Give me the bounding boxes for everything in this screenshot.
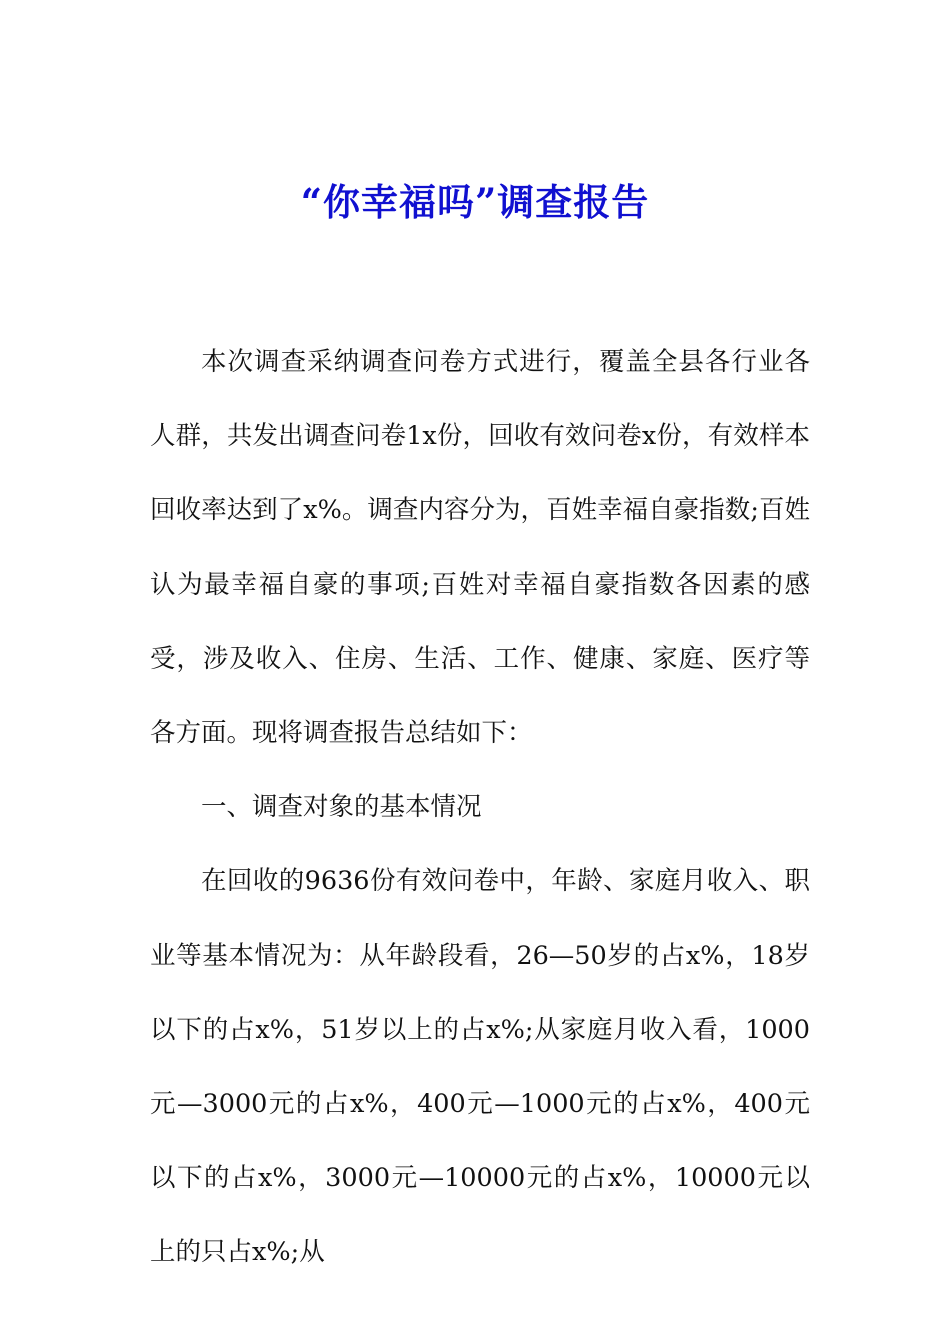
document-title: “你幸福吗”调查报告 xyxy=(300,180,650,224)
document-body xyxy=(150,325,810,1290)
paragraph-intro: 本次调查采纳调查问卷方式进行，覆盖全县各行业各人群，共发出调查问卷1x份，回收有效问卷x份，有效样本回收率达到了x%。调查内容分为，百姓幸福自豪指数;百姓认为最幸福自豪的事项;百姓对幸福自豪指数各因素的感受，涉及收入、住房、生活、工作、健康、家庭、医疗等各方面。现将调查报告总结如下： xyxy=(150,347,810,749)
section-heading-1: 一、调查对象的基本情况 xyxy=(201,792,482,823)
paragraph-basic-info: 在回收的9636份有效问卷中，年龄、家庭月收入、职业等基本情况为：从年龄段看，26—50岁的占x%，18岁以下的占x%，51岁以上的占x%;从家庭月收入看，1000元—3000元的占x%，400元—1000元的占x%，400元以下的占x%，3000元—10000元的占x%，10000元以上的只占x%;从 xyxy=(150,866,810,1268)
